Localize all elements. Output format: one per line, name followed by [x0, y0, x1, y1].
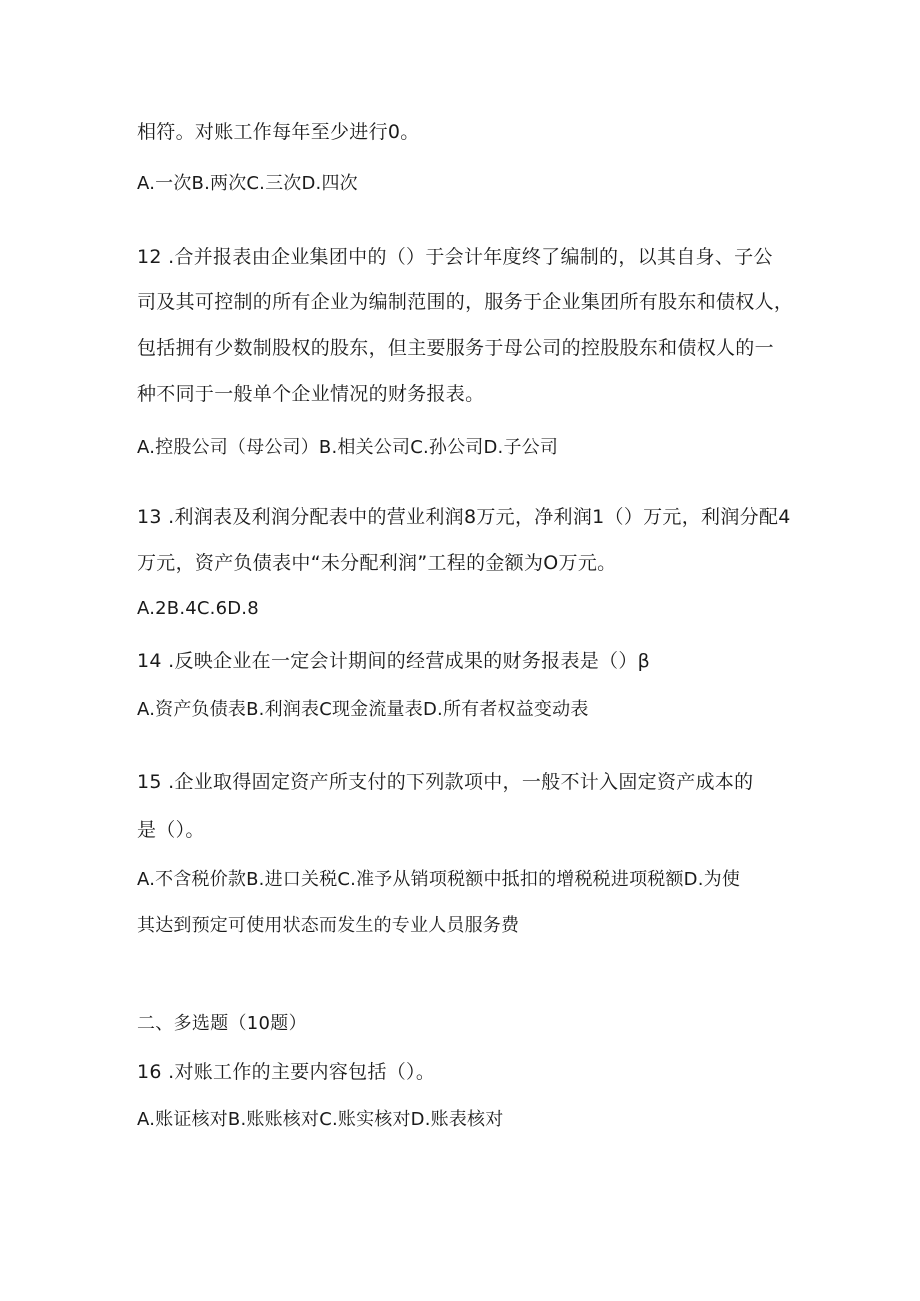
question-15-stem-line-1: 15 .企业取得固定资产所支付的下列款项中，一般不计入固定资产成本的 [137, 771, 754, 793]
question-12-stem-line-1: 12 .合并报表由企业集团中的（）于会计年度终了编制的，以其自身、子公 [137, 246, 773, 268]
question-12-stem-line-3: 包括拥有少数制股权的股东，但主要服务于母公司的控股股东和债权人的一 [137, 337, 774, 359]
question-13-options: A.2B.4C.6D.8 [137, 598, 259, 619]
question-11-stem-tail: 相符。对账工作每年至少进行0。 [137, 121, 420, 143]
question-11-options: A.一次B.两次C.三次D.四次 [137, 173, 358, 194]
question-14-options: A.资产负债表B.利润表C现金流量表D.所有者权益变动表 [137, 699, 589, 720]
question-14-stem: 14 .反映企业在一定会计期间的经营成果的财务报表是（）β [137, 650, 651, 672]
question-12-options: A.控股公司（母公司）B.相关公司C.孙公司D.子公司 [137, 437, 559, 458]
question-16-options: A.账证核对B.账账核对C.账实核对D.账表核对 [137, 1109, 504, 1130]
question-15-options-line-1: A.不含税价款B.进口关税C.准予从销项税额中抵扣的增税税进项税额D.为使 [137, 869, 741, 890]
question-13-stem-line-1: 13 .利润表及利润分配表中的营业利润8万元，净利润1（）万元，利润分配4 [137, 506, 791, 528]
question-15-stem-line-2: 是（）。 [137, 819, 205, 841]
question-16-stem: 16 .对账工作的主要内容包括（）。 [137, 1061, 436, 1083]
question-13-stem-line-2: 万元，资产负债表中“未分配利润”工程的金额为O万元。 [137, 552, 617, 574]
question-12-stem-line-2: 司及其可控制的所有企业为编制范围的，服务于企业集团所有股东和债权人， [137, 291, 794, 313]
question-12-stem-line-4: 种不同于一般单个企业情况的财务报表。 [137, 383, 485, 405]
question-15-options-line-2: 其达到预定可使用状态而发生的专业人员服务费 [137, 915, 520, 936]
section-2-title: 二、多选题（10题） [137, 1013, 307, 1034]
